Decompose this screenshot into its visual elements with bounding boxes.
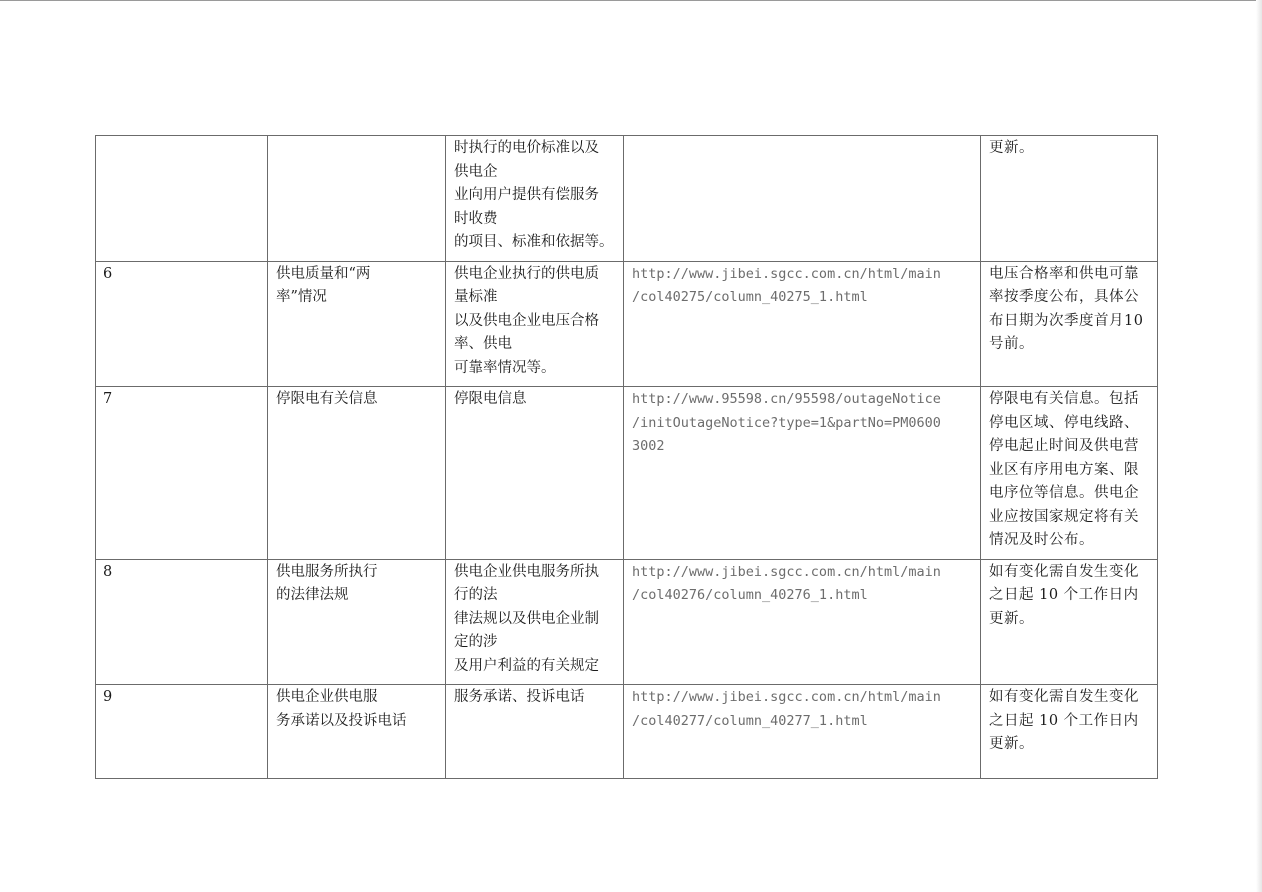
row-url: http://www.jibei.sgcc.com.cn/html/main /col40277/column_40277_1.html <box>624 685 981 779</box>
row-url <box>624 136 981 262</box>
page-top-edge <box>0 0 1262 1</box>
table-row <box>96 685 1158 779</box>
table-row <box>96 559 1158 685</box>
row-note: 电压合格率和供电可靠率按季度公布，具体公布日期为次季度首月10号前。 <box>981 261 1158 387</box>
row-url: http://www.jibei.sgcc.com.cn/html/main /col40275/column_40275_1.html <box>624 261 981 387</box>
table-row <box>96 387 1158 560</box>
row-note: 停限电有关信息。包括停电区域、停电线路、停电起止时间及供电营业区有序用电方案、限电序位等信息。供电企业应按国家规定将有关情况及时公布。 <box>981 387 1158 560</box>
row-item: 供电质量和“两 率”情况 <box>268 261 446 387</box>
row-number: 6 <box>96 261 268 387</box>
row-item: 供电企业供电服 务承诺以及投诉电话 <box>268 685 446 779</box>
row-url: http://www.95598.cn/95598/outageNotice /initOutageNotice?type=1&partNo=PM0600 3002 <box>624 387 981 560</box>
row-content: 服务承诺、投诉电话 <box>446 685 624 779</box>
row-number: 9 <box>96 685 268 779</box>
row-item: 停限电有关信息 <box>268 387 446 560</box>
table-row <box>96 136 1158 262</box>
row-content: 供电企业执行的供电质 量标准 以及供电企业电压合格 率、供电 可靠率情况等。 <box>446 261 624 387</box>
row-url: http://www.jibei.sgcc.com.cn/html/main /col40276/column_40276_1.html <box>624 559 981 685</box>
page-right-edge <box>1256 0 1262 892</box>
row-content: 供电企业供电服务所执 行的法 律法规以及供电企业制 定的涉 及用户利益的有关规定 <box>446 559 624 685</box>
row-content: 时执行的电价标准以及 供电企 业向用户提供有偿服务 时收费 的项目、标准和依据等。 <box>446 136 624 262</box>
disclosure-table <box>95 135 1158 779</box>
row-note: 如有变化需自发生变化之日起 10 个工作日内更新。 <box>981 685 1158 779</box>
row-item: 供电服务所执行 的法律法规 <box>268 559 446 685</box>
row-number <box>96 136 268 262</box>
table-row <box>96 261 1158 387</box>
row-item <box>268 136 446 262</box>
row-number: 7 <box>96 387 268 560</box>
row-content: 停限电信息 <box>446 387 624 560</box>
row-note: 如有变化需自发生变化之日起 10 个工作日内更新。 <box>981 559 1158 685</box>
row-note: 更新。 <box>981 136 1158 262</box>
row-number: 8 <box>96 559 268 685</box>
